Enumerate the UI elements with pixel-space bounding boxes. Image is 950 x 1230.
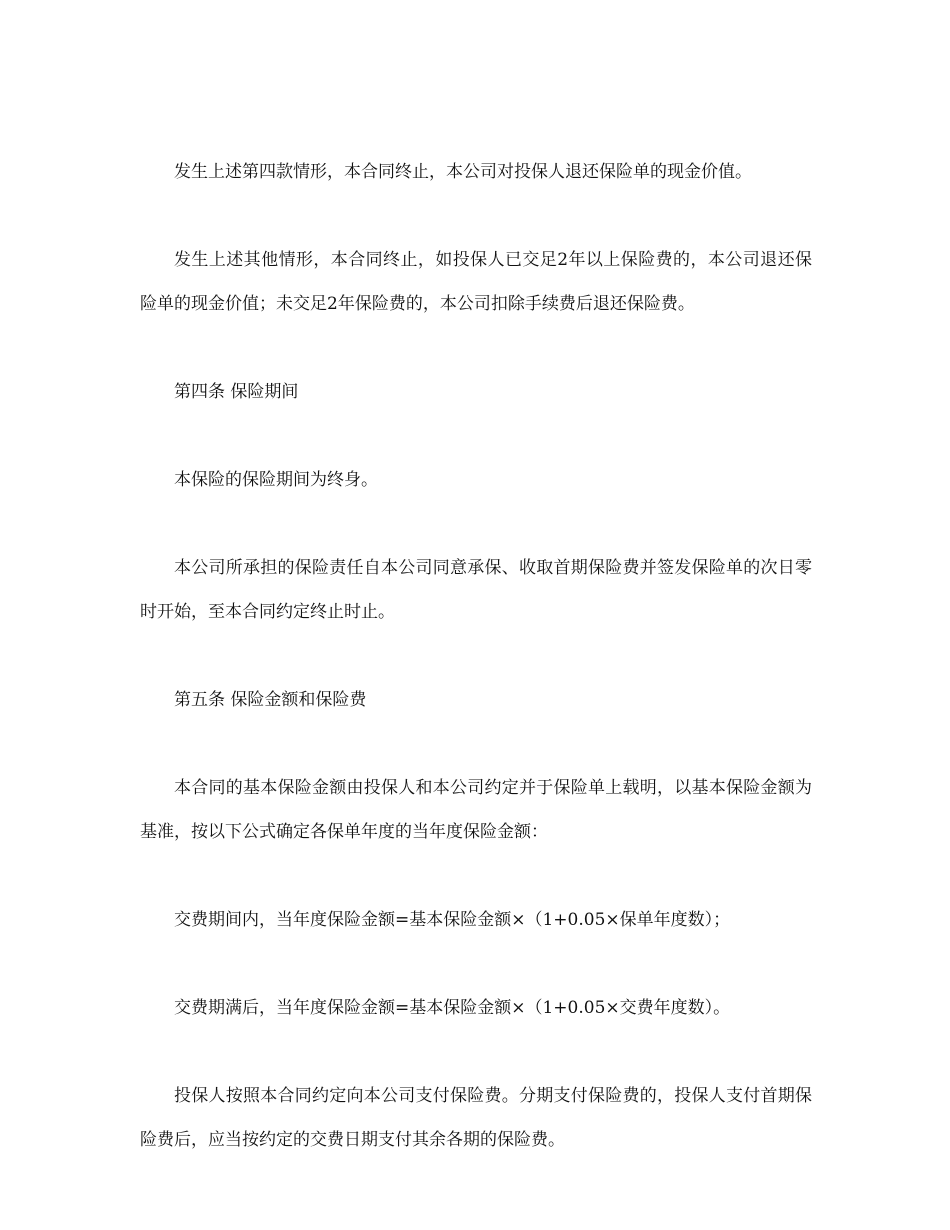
paragraph-formula-during-payment: 交费期间内，当年度保险金额=基本保险金额×（1+0.05×保单年度数）； bbox=[174, 910, 731, 930]
paragraph-insurance-period: 本保险的保险期间为终身。 bbox=[174, 470, 378, 490]
paragraph-termination-fourth: 发生上述第四款情形，本合同终止，本公司对投保人退还保险单的现金价值。 bbox=[174, 162, 752, 182]
paragraph-coverage-start: 本公司所承担的保险责任自本公司同意承保、收取首期保险费并签发保险单的次日零时开始，至本合同约定终止时止。 bbox=[140, 558, 812, 622]
section-heading-article-5: 第五条 保险金额和保险费 bbox=[174, 690, 367, 710]
paragraph-termination-other: 发生上述其他情形，本合同终止，如投保人已交足2年以上保险费的，本公司退还保险单的现金价值；未交足2年保险费的，本公司扣除手续费后退还保险费。 bbox=[140, 250, 812, 314]
paragraph-premium-payment: 投保人按照本合同约定向本公司支付保险费。分期支付保险费的，投保人支付首期保险费后，应当按约定的交费日期支付其余各期的保险费。 bbox=[140, 1086, 812, 1150]
paragraph-formula-after-payment: 交费期满后，当年度保险金额=基本保险金额×（1+0.05×交费年度数）。 bbox=[174, 998, 731, 1018]
section-heading-article-4: 第四条 保险期间 bbox=[174, 382, 299, 402]
document-body bbox=[140, 150, 812, 1162]
paragraph-basic-sum-insured: 本合同的基本保险金额由投保人和本公司约定并于保险单上载明，以基本保险金额为基准，按以下公式确定各保单年度的当年度保险金额： bbox=[140, 778, 812, 842]
